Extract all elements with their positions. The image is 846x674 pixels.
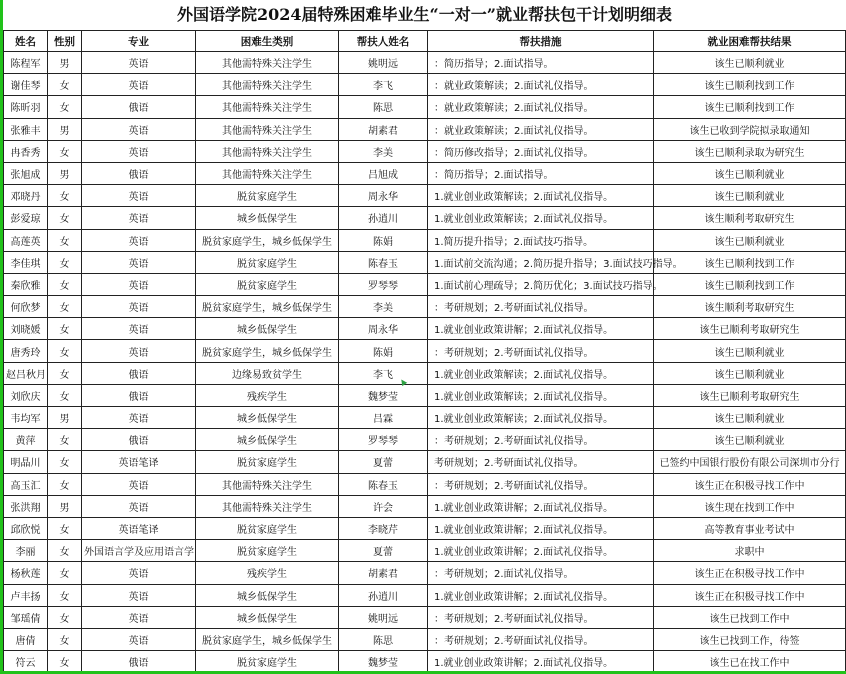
cell-helper-name[interactable]: 周永华: [339, 318, 428, 340]
cell-gender[interactable]: 女: [48, 517, 82, 539]
cell-result[interactable]: 该生现在找到工作中: [654, 495, 846, 517]
cell-name[interactable]: 李丽: [4, 540, 48, 562]
cell-name[interactable]: 李佳琪: [4, 251, 48, 273]
cell-major[interactable]: 英语: [82, 118, 196, 140]
cell-difficulty-type[interactable]: 其他需特殊关注学生: [196, 140, 339, 162]
cell-difficulty-type[interactable]: 其他需特殊关注学生: [196, 473, 339, 495]
cell-name[interactable]: 秦欣雅: [4, 273, 48, 295]
cell-gender[interactable]: 女: [48, 429, 82, 451]
cell-difficulty-type[interactable]: 残疾学生: [196, 562, 339, 584]
cell-difficulty-type[interactable]: 城乡低保学生: [196, 429, 339, 451]
cell-helper-name[interactable]: 夏蕾: [339, 451, 428, 473]
cell-difficulty-type[interactable]: 脱贫家庭学生: [196, 517, 339, 539]
cell-gender[interactable]: 女: [48, 651, 82, 673]
cell-difficulty-type[interactable]: 其他需特殊关注学生: [196, 52, 339, 74]
cell-measures[interactable]: ：就业政策解读；2.面试礼仪指导。: [428, 96, 654, 118]
cell-gender[interactable]: 女: [48, 74, 82, 96]
cell-measures[interactable]: 1.就业创业政策讲解；2.面试礼仪指导。: [428, 495, 654, 517]
cell-gender[interactable]: 女: [48, 384, 82, 406]
table-row: [4, 473, 846, 495]
cell-measures[interactable]: 1.就业创业政策讲解；2.面试礼仪指导。: [428, 540, 654, 562]
cell-helper-name[interactable]: 姚明远: [339, 606, 428, 628]
cell-measures[interactable]: 1.简历提升指导；2.面试技巧指导。: [428, 229, 654, 251]
cell-helper-name[interactable]: 陈娟: [339, 229, 428, 251]
cell-result[interactable]: 该生已顺利找到工作: [654, 74, 846, 96]
cell-result[interactable]: 已签约中国银行股份有限公司深圳市分行: [654, 451, 846, 473]
cell-gender[interactable]: 女: [48, 584, 82, 606]
cell-helper-name[interactable]: 李美: [339, 140, 428, 162]
cell-helper-name[interactable]: 胡素君: [339, 562, 428, 584]
cell-name[interactable]: 黄萍: [4, 429, 48, 451]
cell-helper-name[interactable]: 魏梦莹: [339, 651, 428, 673]
cell-name[interactable]: 张雅丰: [4, 118, 48, 140]
cell-result[interactable]: 该生正在积极寻找工作中: [654, 584, 846, 606]
cell-measures[interactable]: 1.就业创业政策解读；2.面试礼仪指导。: [428, 407, 654, 429]
cell-helper-name[interactable]: 罗琴琴: [339, 273, 428, 295]
cell-helper-name[interactable]: 陈娟: [339, 340, 428, 362]
cell-result[interactable]: 该生已顺利就业: [654, 52, 846, 74]
header-name[interactable]: 姓名: [4, 31, 48, 52]
cell-result[interactable]: 该生已顺利就业: [654, 162, 846, 184]
header-measures[interactable]: 帮扶措施: [428, 31, 654, 52]
table-row: [4, 140, 846, 162]
cell-name[interactable]: 谢佳琴: [4, 74, 48, 96]
cell-result[interactable]: 求职中: [654, 540, 846, 562]
header-major[interactable]: 专业: [82, 31, 196, 52]
cell-major[interactable]: 英语: [82, 74, 196, 96]
header-row: [4, 31, 846, 52]
cell-helper-name[interactable]: 孙逍川: [339, 207, 428, 229]
cell-major[interactable]: 俄语: [82, 162, 196, 184]
table-row: [4, 562, 846, 584]
cell-name[interactable]: 杨秋莲: [4, 562, 48, 584]
cell-measures[interactable]: ：考研规划；2.考研面试礼仪指导。: [428, 628, 654, 650]
cell-helper-name[interactable]: 罗琴琴: [339, 429, 428, 451]
cell-measures[interactable]: 1.就业创业政策解读；2.面试礼仪指导。: [428, 362, 654, 384]
table-row: [4, 340, 846, 362]
cell-gender[interactable]: 女: [48, 628, 82, 650]
page-title: 外国语学院2024届特殊困难毕业生“一对一”就业帮扶包干计划明细表: [177, 5, 672, 24]
table-row: [4, 118, 846, 140]
cell-name[interactable]: 张洪翔: [4, 495, 48, 517]
cell-gender[interactable]: 男: [48, 495, 82, 517]
table-row: [4, 495, 846, 517]
cell-gender[interactable]: 女: [48, 606, 82, 628]
table-row: [4, 540, 846, 562]
cell-difficulty-type[interactable]: 边缘易致贫学生: [196, 362, 339, 384]
cell-helper-name[interactable]: 孙逍川: [339, 584, 428, 606]
cell-name[interactable]: 何欣梦: [4, 296, 48, 318]
cell-difficulty-type[interactable]: 脱贫家庭学生: [196, 451, 339, 473]
cell-measures[interactable]: ：就业政策解读；2.面试礼仪指导。: [428, 74, 654, 96]
cell-major[interactable]: 外国语言学及应用语言学: [82, 540, 196, 562]
cell-measures[interactable]: ：简历指导；2.面试指导。: [428, 52, 654, 74]
cell-measures[interactable]: 1.就业创业政策解读；2.面试礼仪指导。: [428, 185, 654, 207]
cell-name[interactable]: 赵吕秋月: [4, 362, 48, 384]
table-row: [4, 296, 846, 318]
cell-difficulty-type[interactable]: 脱贫家庭学生: [196, 651, 339, 673]
cell-name[interactable]: 邓晓丹: [4, 185, 48, 207]
cell-difficulty-type[interactable]: 残疾学生: [196, 384, 339, 406]
cell-measures[interactable]: 1.就业创业政策讲解；2.面试礼仪指导。: [428, 517, 654, 539]
cell-measures[interactable]: ：考研规划；2.考研面试礼仪指导。: [428, 606, 654, 628]
cell-name[interactable]: 邱欣悦: [4, 517, 48, 539]
cell-helper-name[interactable]: 夏蕾: [339, 540, 428, 562]
cell-difficulty-type[interactable]: 城乡低保学生: [196, 207, 339, 229]
cell-measures[interactable]: ：考研规划；2.面试礼仪指导。: [428, 562, 654, 584]
cell-major[interactable]: 英语: [82, 273, 196, 295]
cell-name[interactable]: 高莲英: [4, 229, 48, 251]
cell-name[interactable]: 明晶川: [4, 451, 48, 473]
table-row: [4, 273, 846, 295]
cell-gender[interactable]: 女: [48, 451, 82, 473]
table-row: [4, 207, 846, 229]
cell-measures[interactable]: 考研规划；2.考研面试礼仪指导。: [428, 451, 654, 473]
cell-gender[interactable]: 女: [48, 340, 82, 362]
cell-gender[interactable]: 男: [48, 162, 82, 184]
cell-major[interactable]: 英语: [82, 340, 196, 362]
cell-measures[interactable]: ：考研规划；2.考研面试礼仪指导。: [428, 429, 654, 451]
cell-result[interactable]: 该生正在积极寻找工作中: [654, 562, 846, 584]
cell-gender[interactable]: 女: [48, 185, 82, 207]
table-row: [4, 407, 846, 429]
cell-helper-name[interactable]: 陈思: [339, 628, 428, 650]
header-helper-name[interactable]: 帮扶人姓名: [339, 31, 428, 52]
cell-name[interactable]: 高玉汇: [4, 473, 48, 495]
cell-measures[interactable]: 1.面试前心理疏导；2.简历优化；3.面试技巧指导。: [428, 273, 654, 295]
cell-result[interactable]: 该生已顺利找到工作: [654, 251, 846, 273]
table-row: [4, 429, 846, 451]
cell-helper-name[interactable]: 李晓芹: [339, 517, 428, 539]
cell-difficulty-type[interactable]: 脱贫家庭学生: [196, 540, 339, 562]
table-row: [4, 162, 846, 184]
cell-measures[interactable]: ：考研规划；2.考研面试礼仪指导。: [428, 473, 654, 495]
cell-helper-name[interactable]: 姚明远: [339, 52, 428, 74]
cell-major[interactable]: 俄语: [82, 384, 196, 406]
header-difficulty-type[interactable]: 困难生类别: [196, 31, 339, 52]
cell-name[interactable]: 刘晓媛: [4, 318, 48, 340]
cell-difficulty-type[interactable]: 城乡低保学生: [196, 584, 339, 606]
cell-gender[interactable]: 女: [48, 140, 82, 162]
cell-name[interactable]: 唐倩: [4, 628, 48, 650]
cell-difficulty-type[interactable]: 其他需特殊关注学生: [196, 162, 339, 184]
cell-gender[interactable]: 男: [48, 407, 82, 429]
cell-measures[interactable]: 1.就业创业政策讲解；2.面试礼仪指导。: [428, 651, 654, 673]
cell-major[interactable]: 俄语: [82, 96, 196, 118]
cell-difficulty-type[interactable]: 脱贫家庭学生: [196, 273, 339, 295]
cell-difficulty-type[interactable]: 其他需特殊关注学生: [196, 118, 339, 140]
cell-difficulty-type[interactable]: 脱贫家庭学生: [196, 185, 339, 207]
cell-major[interactable]: 英语: [82, 296, 196, 318]
cell-major[interactable]: 英语笔译: [82, 517, 196, 539]
cell-gender[interactable]: 女: [48, 362, 82, 384]
cell-measures[interactable]: ：简历指导；2.面试指导。: [428, 162, 654, 184]
cell-name[interactable]: 陈程军: [4, 52, 48, 74]
cell-major[interactable]: 英语: [82, 495, 196, 517]
cell-result[interactable]: 该生已顺利录取为研究生: [654, 140, 846, 162]
table-row: [4, 651, 846, 673]
cell-helper-name[interactable]: 李飞: [339, 362, 428, 384]
cell-helper-name[interactable]: 吕旭成: [339, 162, 428, 184]
cell-measures[interactable]: 1.就业创业政策讲解；2.面试礼仪指导。: [428, 584, 654, 606]
cell-difficulty-type[interactable]: 其他需特殊关注学生: [196, 96, 339, 118]
cell-gender[interactable]: 男: [48, 52, 82, 74]
cell-helper-name[interactable]: 李飞: [339, 74, 428, 96]
cell-helper-name[interactable]: 陈春玉: [339, 251, 428, 273]
cell-name[interactable]: 彭爱琼: [4, 207, 48, 229]
cell-difficulty-type[interactable]: 脱贫家庭学生: [196, 251, 339, 273]
cell-result[interactable]: 该生已找到工作，待签: [654, 628, 846, 650]
cell-name[interactable]: 邹瑶倩: [4, 606, 48, 628]
table-row: [4, 362, 846, 384]
cell-difficulty-type[interactable]: 脱贫家庭学生，城乡低保学生: [196, 628, 339, 650]
cell-difficulty-type[interactable]: 其他需特殊关注学生: [196, 74, 339, 96]
cell-result[interactable]: 该生已顺利就业: [654, 229, 846, 251]
table-row: [4, 606, 846, 628]
table-row: [4, 584, 846, 606]
cell-major[interactable]: 英语: [82, 407, 196, 429]
cell-helper-name[interactable]: 胡素君: [339, 118, 428, 140]
cell-major[interactable]: 英语: [82, 606, 196, 628]
cell-major[interactable]: 英语: [82, 251, 196, 273]
cell-name[interactable]: 唐秀玲: [4, 340, 48, 362]
assistance-plan-table: [3, 30, 846, 673]
cell-result[interactable]: 该生顺利考取研究生: [654, 207, 846, 229]
cell-difficulty-type[interactable]: 城乡低保学生: [196, 318, 339, 340]
cell-major[interactable]: 俄语: [82, 651, 196, 673]
table-row: [4, 52, 846, 74]
cell-helper-name[interactable]: 李美: [339, 296, 428, 318]
table-row: [4, 74, 846, 96]
cell-helper-name[interactable]: 许会: [339, 495, 428, 517]
cell-major[interactable]: 俄语: [82, 362, 196, 384]
cell-name[interactable]: 陈昕羽: [4, 96, 48, 118]
cell-result[interactable]: 该生已顺利考取研究生: [654, 384, 846, 406]
cell-gender[interactable]: 女: [48, 251, 82, 273]
cell-result[interactable]: 高等教育事业考试中: [654, 517, 846, 539]
cell-name[interactable]: 冉香秀: [4, 140, 48, 162]
cell-name[interactable]: 刘欣庆: [4, 384, 48, 406]
cell-measures[interactable]: 1.就业创业政策讲解；2.面试礼仪指导。: [428, 318, 654, 340]
table-row: [4, 229, 846, 251]
table-row: [4, 318, 846, 340]
cell-major[interactable]: 英语笔译: [82, 451, 196, 473]
cell-major[interactable]: 英语: [82, 52, 196, 74]
cell-difficulty-type[interactable]: 城乡低保学生: [196, 606, 339, 628]
cell-major[interactable]: 英语: [82, 562, 196, 584]
cell-major[interactable]: 英语: [82, 628, 196, 650]
cell-result[interactable]: 该生已顺利就业: [654, 429, 846, 451]
cell-name[interactable]: 张旭成: [4, 162, 48, 184]
cell-name[interactable]: 韦均军: [4, 407, 48, 429]
table-row: [4, 384, 846, 406]
cell-gender[interactable]: 男: [48, 118, 82, 140]
table-row: [4, 451, 846, 473]
cell-major[interactable]: 英语: [82, 229, 196, 251]
cell-result[interactable]: 该生已顺利就业: [654, 362, 846, 384]
cell-result[interactable]: 该生已顺利考取研究生: [654, 318, 846, 340]
cell-helper-name[interactable]: 陈春玉: [339, 473, 428, 495]
cell-gender[interactable]: 女: [48, 473, 82, 495]
cell-name[interactable]: 符云: [4, 651, 48, 673]
cell-measures[interactable]: ：考研规划；2.考研面试礼仪指导。: [428, 340, 654, 362]
cell-measures[interactable]: ：考研规划；2.考研面试礼仪指导。: [428, 296, 654, 318]
table-row: [4, 628, 846, 650]
cell-major[interactable]: 英语: [82, 473, 196, 495]
table-row: [4, 96, 846, 118]
cell-name[interactable]: 卢丰扬: [4, 584, 48, 606]
cell-measures[interactable]: 1.就业创业政策解读；2.面试礼仪指导。: [428, 384, 654, 406]
table-row: [4, 251, 846, 273]
cell-result[interactable]: 该生已顺利就业: [654, 340, 846, 362]
cell-result[interactable]: 该生顺利考取研究生: [654, 296, 846, 318]
cell-difficulty-type[interactable]: 其他需特殊关注学生: [196, 495, 339, 517]
cell-difficulty-type[interactable]: 脱贫家庭学生，城乡低保学生: [196, 229, 339, 251]
cell-result[interactable]: 该生已找到工作中: [654, 606, 846, 628]
cell-helper-name[interactable]: 吕霖: [339, 407, 428, 429]
cell-result[interactable]: 该生正在积极寻找工作中: [654, 473, 846, 495]
cell-major[interactable]: 英语: [82, 140, 196, 162]
cell-major[interactable]: 英语: [82, 318, 196, 340]
cell-measures[interactable]: 1.面试前交流沟通；2.简历提升指导；3.面试技巧指导。: [428, 251, 654, 273]
cell-gender[interactable]: 女: [48, 540, 82, 562]
header-gender[interactable]: 性别: [48, 31, 82, 52]
cell-result[interactable]: 该生已在找工作中: [654, 651, 846, 673]
cell-measures[interactable]: ：简历修改指导；2.面试礼仪指导。: [428, 140, 654, 162]
cell-difficulty-type[interactable]: 城乡低保学生: [196, 407, 339, 429]
cell-helper-name[interactable]: 陈思: [339, 96, 428, 118]
cell-difficulty-type[interactable]: 脱贫家庭学生，城乡低保学生: [196, 340, 339, 362]
cell-gender[interactable]: 女: [48, 229, 82, 251]
cell-result[interactable]: 该生已收到学院拟录取通知: [654, 118, 846, 140]
cell-major[interactable]: 英语: [82, 207, 196, 229]
cell-result[interactable]: 该生已顺利找到工作: [654, 273, 846, 295]
cell-gender[interactable]: 女: [48, 318, 82, 340]
cell-gender[interactable]: 女: [48, 296, 82, 318]
table-row: [4, 185, 846, 207]
cell-result[interactable]: 该生已顺利就业: [654, 185, 846, 207]
cell-gender[interactable]: 女: [48, 562, 82, 584]
cell-result[interactable]: 该生已顺利就业: [654, 407, 846, 429]
cell-major[interactable]: 英语: [82, 185, 196, 207]
cell-gender[interactable]: 女: [48, 96, 82, 118]
header-result[interactable]: 就业困难帮扶结果: [654, 31, 846, 52]
cell-gender[interactable]: 女: [48, 273, 82, 295]
cell-gender[interactable]: 女: [48, 207, 82, 229]
cell-major[interactable]: 俄语: [82, 429, 196, 451]
cell-helper-name[interactable]: 魏梦莹: [339, 384, 428, 406]
cell-result[interactable]: 该生已顺利找到工作: [654, 96, 846, 118]
cell-measures[interactable]: ：就业政策解读；2.面试礼仪指导。: [428, 118, 654, 140]
cell-helper-name[interactable]: 周永华: [339, 185, 428, 207]
cell-major[interactable]: 英语: [82, 584, 196, 606]
table-row: [4, 517, 846, 539]
cell-difficulty-type[interactable]: 脱贫家庭学生，城乡低保学生: [196, 296, 339, 318]
cell-measures[interactable]: 1.就业创业政策解读；2.面试礼仪指导。: [428, 207, 654, 229]
